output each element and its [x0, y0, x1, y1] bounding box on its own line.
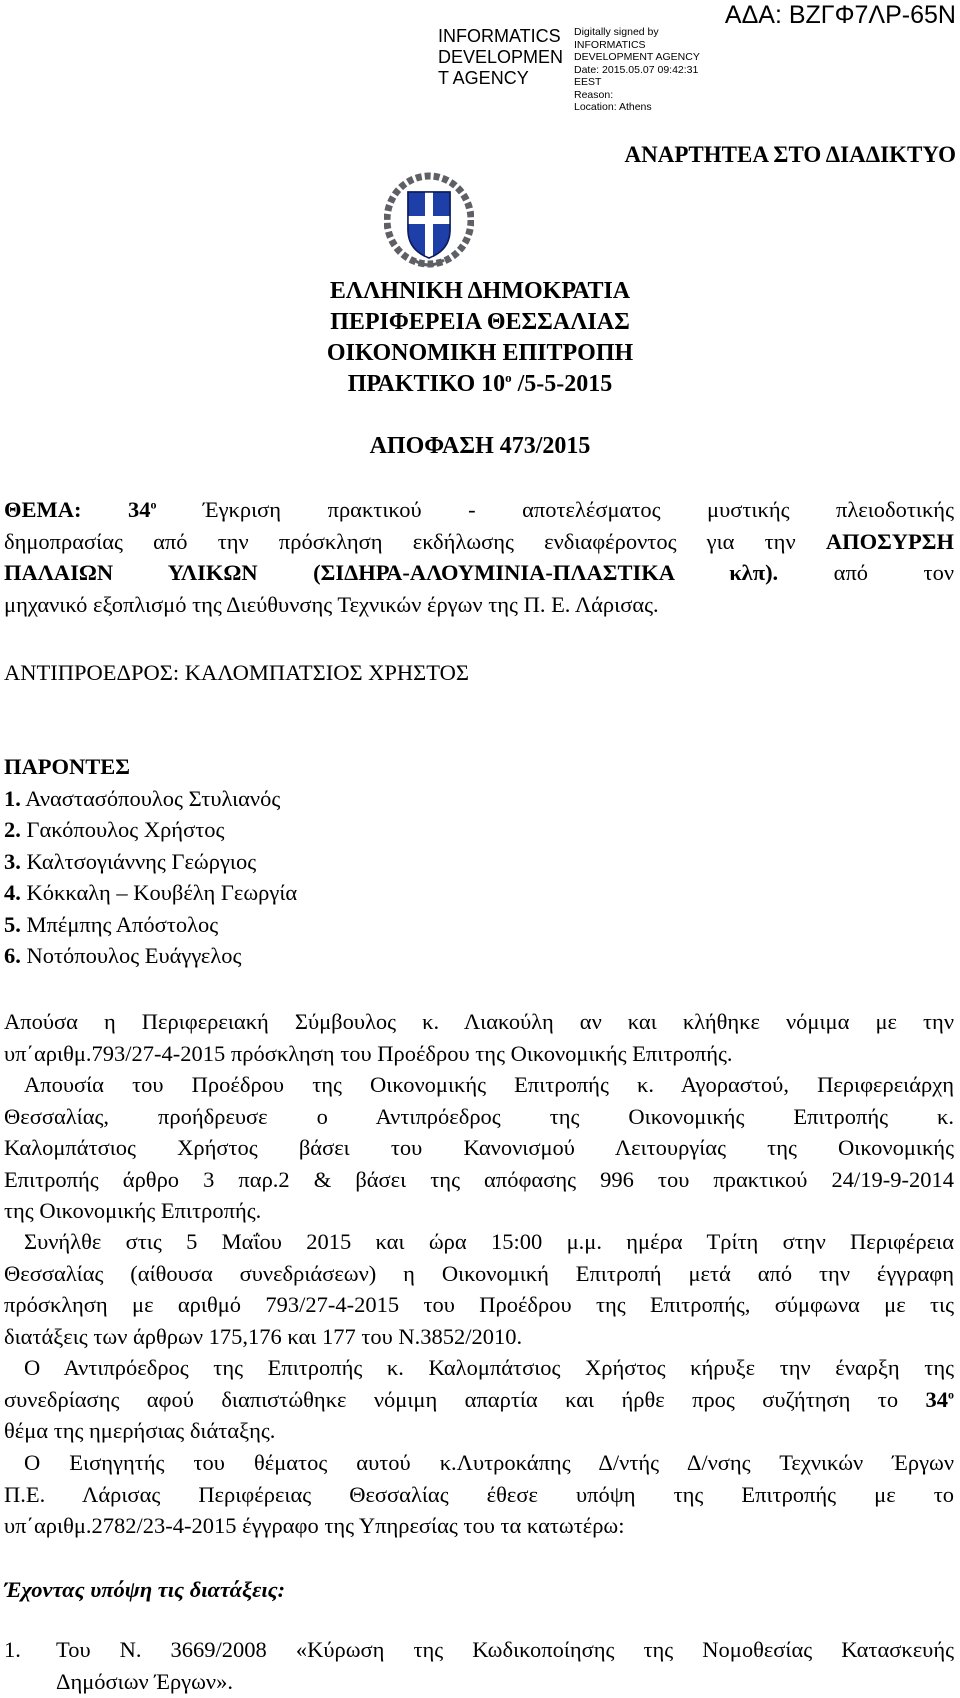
- header-state: ΕΛΛΗΝΙΚΗ ΔΗΜΟΚΡΑΤΙΑ: [329, 278, 631, 304]
- subject-line-4: μηχανικό εξοπλισμό της Διεύθυνσης Τεχνικών έργων της Π. Ε. Λάρισας.: [4, 591, 659, 617]
- member-number: 6.: [4, 943, 21, 968]
- header-committee: ΟΙΚΟΝΟΜΙΚΗ ΕΠΙΤΡΟΠΗ: [326, 340, 634, 366]
- rapporteur-line-1: Ο Εισηγητής του θέματος αυτού κ.Λυτροκάπης Δ/ντής Δ/νσης Τεχνικών Έργων: [24, 1450, 954, 1475]
- member-number: 1.: [4, 785, 21, 811]
- member-number: 5.: [4, 911, 21, 937]
- subject-text-1: Έγκριση πρακτικού - αποτελέσματος μυστικής πλειοδοτικής: [156, 497, 954, 522]
- present-members: [4, 751, 954, 972]
- member-name: Νοτόπουλος Ευάγγελος: [26, 943, 242, 968]
- provision-number: 1.: [4, 1637, 21, 1662]
- signature-detail-line: Reason:: [574, 88, 614, 101]
- absent-line-2: υπ΄αριθμ.793/27-4-2015 πρόσκληση του Προέδρου της Οικονομικής Επιτροπής.: [4, 1040, 733, 1066]
- signature-org-line: T AGENCY: [438, 68, 529, 88]
- rapporteur-line-2: Π.Ε. Λάρισας Περιφέρειας Θεσσαλίας έθεσε υπόψη της Επιτροπής με το: [4, 1481, 954, 1507]
- minutes-sup: ο: [505, 370, 512, 385]
- member-item: [4, 909, 954, 941]
- member-name: Αναστασόπουλος Στυλιανός: [25, 785, 281, 811]
- signature-organization: [438, 26, 563, 89]
- signature-detail-line: Digitally signed by: [574, 26, 659, 38]
- opening-line-2: [4, 1384, 954, 1416]
- absent-line-1: Απούσα η Περιφερειακή Σύμβουλος κ. Λιακούλη αν και κλήθηκε νόμιμα με την: [4, 1009, 954, 1034]
- signature-detail-line: INFORMATICS: [574, 38, 646, 51]
- minutes-prefix: ΠΡΑΚΤΙΚΟ 10: [347, 371, 506, 397]
- subject-bold-3: ΠΑΛΑΙΩΝ ΥΛΙΚΩΝ (ΣΙΔΗΡΑ-ΑΛΟΥΜΙΝΙΑ-ΠΛΑΣΤΙΚΑ κλπ).: [4, 560, 779, 585]
- meeting-line-2: Θεσσαλίας (αίθουσα συνεδριάσεων) η Οικονομική Επιτροπή μετά από την έγγραφη: [4, 1260, 954, 1286]
- emblem-svg: [384, 172, 474, 272]
- signature-detail-line: Date: 2015.05.07 09:42:31: [574, 63, 699, 76]
- provision-text: [56, 1634, 954, 1697]
- rapporteur-line-3: υπ΄αριθμ.2782/23-4-2015 έγγραφο της Υπηρεσίας του τα κατωτέρω:: [4, 1513, 625, 1538]
- member-item: [4, 783, 954, 815]
- subject-line-3: [4, 557, 954, 589]
- member-name: Γακόπουλος Χρήστος: [26, 817, 225, 842]
- presidency-line-5: της Οικονομικής Επιτροπής.: [4, 1198, 262, 1223]
- member-item: [4, 877, 954, 909]
- opening-line-3: θέμα της ημερήσιας διάταξης.: [4, 1418, 276, 1443]
- signature-org-line: DEVELOPMEN: [438, 47, 564, 67]
- member-number: 3.: [4, 848, 21, 874]
- provision-item: [4, 1634, 954, 1698]
- publish-notice: ΑΝΑΡΤΗΤΕΑ ΣΤΟ ΔΙΑΔΙΚΤΥΟ: [624, 142, 956, 167]
- signature-org-line: INFORMATICS: [438, 26, 561, 46]
- meeting-line-1: Συνήλθε στις 5 Μαΐου 2015 και ώρα 15:00 μ.μ. ημέρα Τρίτη στην Περιφέρεια: [24, 1229, 954, 1254]
- meeting-paragraph: [4, 1226, 954, 1352]
- presidency-line-4: Επιτροπής άρθρο 3 παρ.2 & βάσει της απόφασης 996 του πρακτικού 24/19-9-2014: [4, 1166, 954, 1192]
- signature-details: [574, 26, 700, 114]
- opening-line-1: Ο Αντιπρόεδρος της Επιτροπής κ. Καλομπάτσιος Χρήστος κήρυξε την έναρξη της: [24, 1355, 954, 1380]
- opening-text-2: συνεδρίασης αφού διαπιστώθηκε νόμιμη απαρτία και ήρθε προς συζήτηση το: [4, 1386, 926, 1412]
- member-item: [4, 814, 954, 846]
- vice-president: ΑΝΤΙΠΡΟΕΔΡΟΣ: ΚΑΛΟΜΠΑΤΣΙΟΣ ΧΡΗΣΤΟΣ: [4, 660, 469, 685]
- presidency-line-1: Απουσία του Προέδρου της Οικονομικής Επιτροπής κ. Αγοραστού, Περιφερειάρχη: [24, 1072, 954, 1097]
- presidency-paragraph: [4, 1069, 954, 1227]
- provisions-heading: Έχοντας υπόψη τις διατάξεις:: [4, 1577, 286, 1602]
- member-number: 2.: [4, 817, 21, 842]
- member-name: Μπέμπης Απόστολος: [26, 911, 219, 937]
- provision-line-1: Του Ν. 3669/2008 «Κύρωση της Κωδικοποίησης της Νομοθεσίας Κατασκευής: [56, 1637, 954, 1662]
- absent-paragraph: [4, 1006, 954, 1069]
- rapporteur-paragraph: [4, 1447, 954, 1542]
- member-name: Καλτσογιάννης Γεώργιος: [26, 848, 257, 874]
- meeting-line-4: διατάξεις των άρθρων 175,176 και 177 του Ν.3852/2010.: [4, 1323, 523, 1349]
- minutes-suffix: /5-5-2015: [511, 371, 613, 397]
- present-title: ΠΑΡΟΝΤΕΣ: [4, 754, 130, 779]
- opening-item-number: 34: [925, 1386, 948, 1412]
- signature-detail-line: Location: Athens: [574, 101, 652, 113]
- member-item: [4, 846, 954, 878]
- subject-label-sup: ο: [150, 497, 157, 512]
- header-minutes: [0, 369, 960, 400]
- greek-emblem-icon: [384, 172, 474, 272]
- meeting-line-3: πρόσκληση με αριθμό 793/27-4-2015 του Προέδρου της Επιτροπής, σύμφωνα με τις: [4, 1292, 954, 1317]
- member-name: Κόκκαλη – Κουβέλη Γεωργία: [26, 880, 298, 905]
- opening-item-sup: ο: [948, 1387, 954, 1401]
- subject-block: [4, 494, 954, 620]
- signature-detail-line: DEVELOPMENT AGENCY: [574, 51, 700, 63]
- subject-line-2: [4, 526, 954, 558]
- presidency-line-3: Καλομπάτσιος Χρήστος βάσει του Κανονισμού Λειτουργίας της Οικονομικής: [4, 1135, 954, 1160]
- opening-paragraph: [4, 1352, 954, 1447]
- subject-line-1: [4, 494, 954, 526]
- member-item: [4, 940, 954, 972]
- provision-line-2: Δημόσιων Έργων».: [56, 1668, 233, 1694]
- subject-text-2: δημοπρασίας από την πρόσκληση εκδήλωσης ενδιαφέροντος για την: [4, 528, 826, 554]
- subject-bold-2: ΑΠΟΣΥΡΣΗ: [825, 528, 954, 554]
- member-number: 4.: [4, 880, 21, 905]
- decision-number: ΑΠΟΦΑΣΗ 473/2015: [369, 433, 591, 459]
- header-region: ΠΕΡΙΦΕΡΕΙΑ ΘΕΣΣΑΛΙΑΣ: [330, 309, 630, 335]
- subject-label: ΘΕΜΑ: 34: [4, 497, 151, 522]
- subject-text-3: από τον: [778, 560, 954, 585]
- presidency-line-2: Θεσσαλίας, προήδρευσε ο Αντιπρόεδρος της Οικονομικής Επιτροπής κ.: [4, 1103, 954, 1129]
- signature-detail-line: EEST: [574, 76, 602, 88]
- ada-code: ΑΔΑ: ΒΖΓΦ7ΛΡ-65Ν: [724, 1, 956, 29]
